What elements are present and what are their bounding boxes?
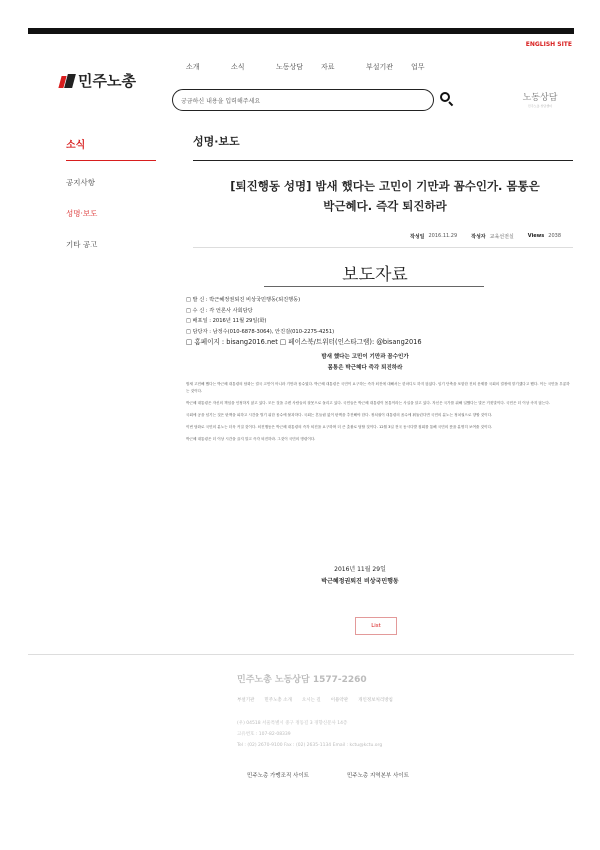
sign-date: 2016년 11월 29일 <box>334 566 386 573</box>
footer-reg-line: 고유번호 : 107-82-08339 <box>237 732 291 737</box>
sidebar-item-statements[interactable]: 성명·보도 <box>66 209 98 218</box>
press-contacts <box>186 295 422 348</box>
footer-site-regional[interactable]: 민주노총 지역본부 사이트 <box>346 773 409 779</box>
meta-views: 2038 <box>548 233 562 239</box>
meta-author-label: 작성자 <box>471 234 486 240</box>
contact-line: □ 발 신 : 박근혜정권퇴진 비상국민행동(퇴진행동) <box>186 297 301 303</box>
footer-link-about[interactable]: 민주노총 소개 <box>264 698 292 703</box>
top-bar <box>28 28 574 34</box>
body-paragraph: 이번 담화로 국민의 분노는 더욱 커질 것이다. 퇴진행동은 박근혜 대통령의 즉각 퇴진을 요구하며 더 큰 촛불로 답할 것이다. 12월 3일 전국 동시다발 집회를 통해 국민의 뜻을 분명히 보여줄 것이다. <box>186 425 493 429</box>
contact-line: □ 수 신 : 각 언론사 사회담당 <box>186 307 253 314</box>
footer-sites <box>247 771 409 779</box>
search-placeholder: 궁금하신 내용을 입력해주세요 <box>181 97 261 105</box>
sign-org: 박근혜정권퇴진 비상국민행동 <box>321 578 399 585</box>
footer-divider <box>28 654 574 655</box>
subtitle-line1: 밤새 했다는 고민이 기만과 꼼수인가 <box>321 354 409 360</box>
meta-divider <box>193 247 573 248</box>
press-signature <box>240 564 480 588</box>
subtitle-line2: 몸통은 박근혜다 즉각 퇴진하라 <box>327 365 403 371</box>
contact-web: □ 홈페이지 : bisang2016.net □ 페이스북/트위터(인스타그램): @bisang2016 <box>186 338 422 346</box>
footer-link-directions[interactable]: 오시는 길 <box>301 698 321 703</box>
page-title-divider <box>193 160 573 161</box>
footer-link-privacy[interactable]: 개인정보처리방침 <box>358 698 393 703</box>
meta-date: 2016.11.29 <box>428 233 458 239</box>
kctu-logo-icon <box>60 74 74 88</box>
press-body <box>186 381 570 448</box>
sidebar-menu <box>66 177 97 270</box>
body-paragraph: 국회에 공을 넘기는 것은 탄핵을 피하고 시간을 벌기 위한 꼼수에 불과하다. 국회는 흔들림 없이 탄핵을 추진해야 한다. 정치권이 대통령의 꼼수에 휘둘린다면 국민의 분노는 정치권으로 향할 것이다. <box>186 413 493 417</box>
footer-tel-line: Tel : (02) 2670-9100 Fax : (02) 2635-1134 Email : kctu@kctu.org <box>237 743 383 748</box>
footer-address-line: (우) 04518 서울특별시 중구 정동길 3 경향신문사 14층 <box>237 721 348 726</box>
nav-item-counsel[interactable]: 노동상담 <box>276 63 304 71</box>
footer-address <box>237 718 382 751</box>
nav-item-affiliates[interactable]: 부설기관 <box>366 63 394 71</box>
footer-links <box>237 697 393 703</box>
nav-item-resources[interactable]: 자료 <box>321 63 335 71</box>
hotline-sub: 민주노총 상담센터 <box>527 104 553 108</box>
search-icon[interactable] <box>440 92 454 106</box>
sidebar-divider <box>66 160 156 161</box>
logo[interactable] <box>60 70 136 91</box>
nav-item-news[interactable]: 소식 <box>231 63 245 71</box>
search-input[interactable] <box>172 89 434 111</box>
nav-item-about[interactable]: 소개 <box>186 63 200 71</box>
contact-line: □ 배포일 : 2016년 11월 29일(화) <box>186 318 267 324</box>
body-paragraph: 밤새 고민해 했다는 박근혜 대통령의 담화는 결국 고민이 아니라 기만과 꼼수였다. 박근혜 대통령은 국민이 요구하는 즉각 퇴진에 대해서는 한마디도 하지 않았다. 임기 단축을 포함한 진퇴 문제를 국회의 결정에 맡기겠다고 했다. 이는 국민을 우롱하는 것이다. <box>186 382 570 393</box>
sidebar-item-notice[interactable]: 공지사항 <box>66 178 95 187</box>
footer-brand: 민주노총 노동상담 1577-2260 <box>237 675 367 685</box>
nav-item-work[interactable]: 업무 <box>411 63 425 71</box>
press-subtitle <box>220 352 510 374</box>
body-paragraph: 박근혜 대통령은 자신의 책임을 인정하지 않고 있다. 모든 것을 주변 사람들의 잘못으로 돌리고 있다. 국민들은 박근혜 대통령이 몸통이라는 사실을 알고 있다. 자신은 국가를 위해 일했다는 말은 거짓말이다. 국민은 더 이상 속지 않는다. <box>186 401 550 405</box>
body-paragraph: 박근혜 대통령은 더 이상 시간을 끌지 말고 즉각 퇴진하라. 그것이 국민의 명령이다. <box>186 437 316 441</box>
main-nav <box>186 62 456 72</box>
doc-heading: 보도자료 <box>342 265 408 285</box>
post-meta <box>410 233 561 240</box>
english-site-link[interactable]: ENGLISH SITE <box>525 41 572 48</box>
meta-date-label: 작성일 <box>410 234 425 240</box>
sidebar-item-other[interactable]: 기타 공고 <box>66 240 98 249</box>
hotline-label: 노동상담 <box>522 93 558 103</box>
meta-views-label: Views <box>527 233 545 239</box>
post-title <box>200 176 570 216</box>
list-button[interactable]: List <box>355 617 397 635</box>
sidebar-title: 소식 <box>66 140 86 151</box>
meta-author: 교육선전실 <box>489 234 514 240</box>
page-title: 성명·보도 <box>193 135 240 148</box>
footer-link-terms[interactable]: 이용약관 <box>330 698 349 703</box>
post-title-line2: 박근혜다. 즉각 퇴진하라 <box>323 199 447 213</box>
footer-site-member-orgs[interactable]: 민주노총 가맹조직 사이트 <box>247 773 309 779</box>
post-title-line1: [퇴진행동 성명] 밤새 했다는 고민이 기만과 꼼수인가. 몸통은 <box>230 179 540 193</box>
contact-line: □ 담당자 : 남정수(010-6878-3064), 안진걸(010-2275-4251) <box>186 328 335 335</box>
logo-text: 민주노총 <box>78 72 136 90</box>
doc-heading-rule <box>264 286 484 287</box>
footer-link-affiliates[interactable]: 부설기관 <box>237 698 255 703</box>
hotline-link[interactable] <box>520 90 560 108</box>
